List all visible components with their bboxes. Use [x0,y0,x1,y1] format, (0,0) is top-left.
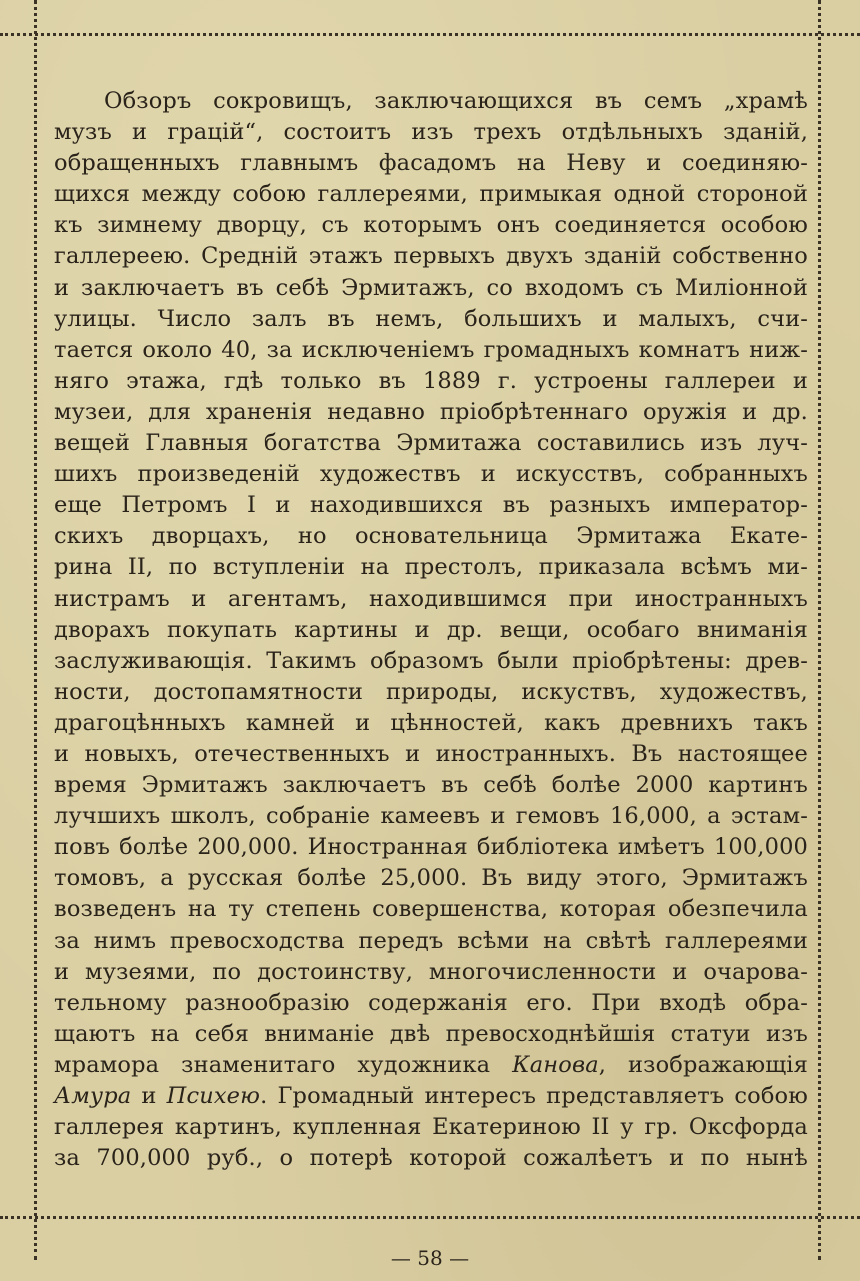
text-line: еще Петромъ I и находившихся въ разныхъ император- [54,492,808,519]
text-line: шихъ произведеній художествъ и искусствъ, собранныхъ [54,461,808,488]
text-segment: . Громадный интересъ представляетъ собою [260,1083,808,1109]
text-line: рина II, по вступленіи на престолъ, приказала всѣмъ ми- [54,554,808,581]
italic-name-canova: Канова [512,1051,599,1078]
text-segment: мрамора знаменитаго художника [54,1051,491,1078]
text-line: галлерея картинъ, купленная Екатериною II у гр. Оксфорда [54,1114,808,1141]
text-segment: , изображающія [598,1051,808,1078]
text-line: музъ и грацій“, состоитъ изъ трехъ отдѣльныхъ зданій, [54,119,808,146]
text-line: томовъ, а русская болѣе 25,000. Въ виду этого, Эрмитажъ [54,865,808,892]
text-line: къ зимнему дворцу, съ которымъ онъ соединяется особою [54,212,808,239]
page-number: — 58 — [390,1246,470,1270]
text-line: щаютъ на себя вниманіе двѣ превосходнѣйшія статуи изъ [54,1020,808,1047]
top-dotted-rule [0,33,860,36]
text-line: время Эрмитажъ заключаетъ въ себѣ болѣе 2000 картинъ [54,772,808,799]
text-line: за нимъ превосходства передъ всѣми на свѣтѣ галлереями [54,927,808,954]
text-line: Обзоръ сокровищъ, заключающихся въ семъ „храмѣ [104,88,808,114]
text-line: дворахъ покупать картины и др. вещи, особаго вниманія [54,616,808,643]
italic-name-psyche: Психею [166,1083,261,1109]
text-line: за 700,000 руб., о потерѣ которой сожалѣетъ и по нынѣ [54,1145,808,1172]
text-line: щихся между собою галлереями, примыкая одной стороной [54,181,808,208]
text-line: тается около 40, за исключеніемъ громадныхъ комнатъ ниж- [54,336,808,363]
text-line: галлереею. Средній этажъ первыхъ двухъ зданій собственно [54,243,808,270]
text-line: обращенныхъ главнымъ фасадомъ на Неву и соединяю- [54,150,808,177]
text-line: и музеями, по достоинству, многочисленности и очарова- [54,958,808,985]
text-line: няго этажа, гдѣ только въ 1889 г. устроены галлереи и [54,367,808,394]
left-dotted-rule [34,0,37,1260]
right-dotted-rule [818,0,821,1260]
text-line: музеи, для храненія недавно пріобрѣтеннаго оружія и др. [54,398,808,425]
text-line: вещей Главныя богатства Эрмитажа составились изъ луч- [54,430,808,457]
text-line: улицы. Число залъ въ немъ, большихъ и малыхъ, счи- [54,305,808,332]
text-line: заслуживающія. Такимъ образомъ были пріобрѣтены: древ- [54,647,808,674]
text-line-mixed [54,1050,808,1081]
text-segment: и [141,1083,157,1109]
text-line: и новыхъ, отечественныхъ и иностранныхъ. Въ настоящее [54,740,808,767]
text-line: и заключаетъ въ себѣ Эрмитажъ, со входомъ съ Миліонной [54,274,808,301]
text-line: скихъ дворцахъ, но основательница Эрмитажа Екате- [54,523,808,550]
bottom-dotted-rule [0,1216,860,1219]
text-line: драгоцѣнныхъ камней и цѣнностей, какъ древнихъ такъ [54,709,808,736]
body-text [54,86,808,1174]
text-line: повъ болѣе 200,000. Иностранная библіотека имѣетъ 100,000 [54,834,808,861]
text-line: ности, достопамятности природы, искуствъ, художествъ, [54,678,808,705]
text-line-mixed [54,1081,808,1112]
text-line: лучшихъ школъ, собраніе камеевъ и гемовъ 16,000, а эстам- [54,803,808,830]
text-line: возведенъ на ту степень совершенства, которая обезпечила [54,896,808,923]
italic-name-amur: Амура [54,1083,132,1109]
text-line: нистрамъ и агентамъ, находившимся при иностранныхъ [54,585,808,612]
text-line: тельному разнообразію содержанія его. При входѣ обра- [54,989,808,1016]
